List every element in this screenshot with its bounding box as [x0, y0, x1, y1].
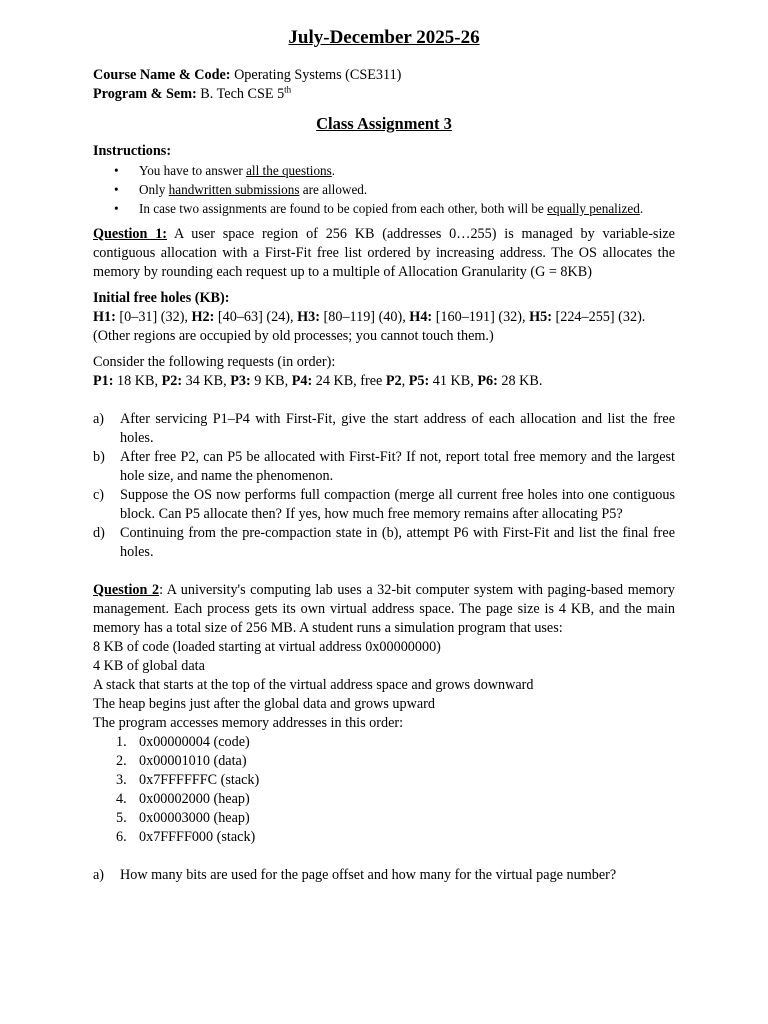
list-item: 1. 0x00000004 (code) — [116, 734, 250, 750]
list-item: a) After servicing P1–P4 with First-Fit, give the start address of each allocation and list the free holes. — [93, 411, 675, 446]
question-2-label: Question 2 — [93, 582, 160, 598]
question-1-label: Question 1: — [93, 226, 168, 242]
instruction-item: • Only handwritten submissions are allowed. — [114, 182, 368, 197]
list-item: a) How many bits are used for the page offset and how many for the virtual page number? — [93, 867, 617, 883]
q2-line: 8 KB of code (loaded starting at virtual address 0x00000000) — [93, 639, 441, 655]
list-item: d) Continuing from the pre-compaction state in (b), attempt P6 with First-Fit and list the final free holes. — [93, 525, 675, 560]
holes-heading: Initial free holes (KB): — [93, 290, 230, 306]
question-1-parts — [93, 410, 675, 562]
instruction-item: • You have to answer all the questions. — [114, 163, 336, 178]
bullet-icon: • — [114, 182, 119, 197]
access-list — [93, 733, 675, 847]
assignment-title: Class Assignment 3 — [316, 114, 452, 133]
instruction-item: • In case two assignments are found to be copied from each other, both will be equally penalized. — [114, 201, 644, 216]
program-value: B. Tech CSE 5 — [196, 86, 285, 102]
list-item: 2. 0x00001010 (data) — [116, 753, 247, 769]
requests-intro: Consider the following requests (in order): — [93, 354, 336, 370]
requests-list: P1: 18 KB, P2: 34 KB, P3: 9 KB, P4: 24 KB, free P2, P5: 41 KB, P6: 28 KB. — [93, 373, 543, 389]
course-label: Course Name & Code: — [93, 67, 231, 83]
list-item: c) Suppose the OS now performs full compaction (merge all current free holes into one contiguous block. Can P5 allocate then? If yes, how much free memory remains after allocating P5? — [93, 487, 675, 522]
list-item: 3. 0x7FFFFFFC (stack) — [116, 772, 260, 788]
list-item: 6. 0x7FFFF000 (stack) — [116, 829, 256, 845]
course-line — [93, 66, 675, 85]
question-2-parts — [93, 866, 675, 885]
question-1-text: Question 1: A user space region of 256 KB (addresses 0…255) is managed by variable-size contiguous allocation with a First-Fit free list ordered by increasing address. The OS allocates the memory by rounding each request up to a multiple of Allocation Granularity (G = 8KB) — [93, 226, 675, 280]
instructions-list — [93, 161, 675, 218]
program-line — [93, 85, 675, 104]
list-item: 5. 0x00003000 (heap) — [116, 810, 250, 826]
bullet-icon: • — [114, 201, 119, 216]
bullet-icon: • — [114, 163, 119, 178]
q2-line: A stack that starts at the top of the virtual address space and grows downward — [93, 677, 534, 693]
session-title: July-December 2025-26 — [288, 27, 480, 48]
program-sup: th — [284, 84, 292, 95]
program-label: Program & Sem: — [93, 86, 197, 102]
holes-note: (Other regions are occupied by old processes; you cannot touch them.) — [93, 328, 494, 344]
list-item: b) After free P2, can P5 be allocated with First-Fit? If not, report total free memory and the largest hole size, and name the phenomenon. — [93, 449, 675, 484]
q2-line: The program accesses memory addresses in this order: — [93, 715, 404, 731]
question-2-text: Question 2: A university's computing lab uses a 32-bit computer system with paging-based memory management. Each process gets its own virtual address space. The page size is 4 KB, and the main memory has a total size of 256 MB. A student runs a simulation program that uses: — [93, 582, 675, 636]
q2-line: 4 KB of global data — [93, 658, 205, 674]
list-item: 4. 0x00002000 (heap) — [116, 791, 250, 807]
q2-line: The heap begins just after the global data and grows upward — [93, 696, 435, 712]
instructions-heading: Instructions: — [93, 143, 172, 159]
holes-list: H1: [0–31] (32), H2: [40–63] (24), H3: [80–119] (40), H4: [160–191] (32), H5: [224–255] (32). — [93, 309, 646, 325]
course-value: Operating Systems (CSE311) — [230, 67, 402, 83]
